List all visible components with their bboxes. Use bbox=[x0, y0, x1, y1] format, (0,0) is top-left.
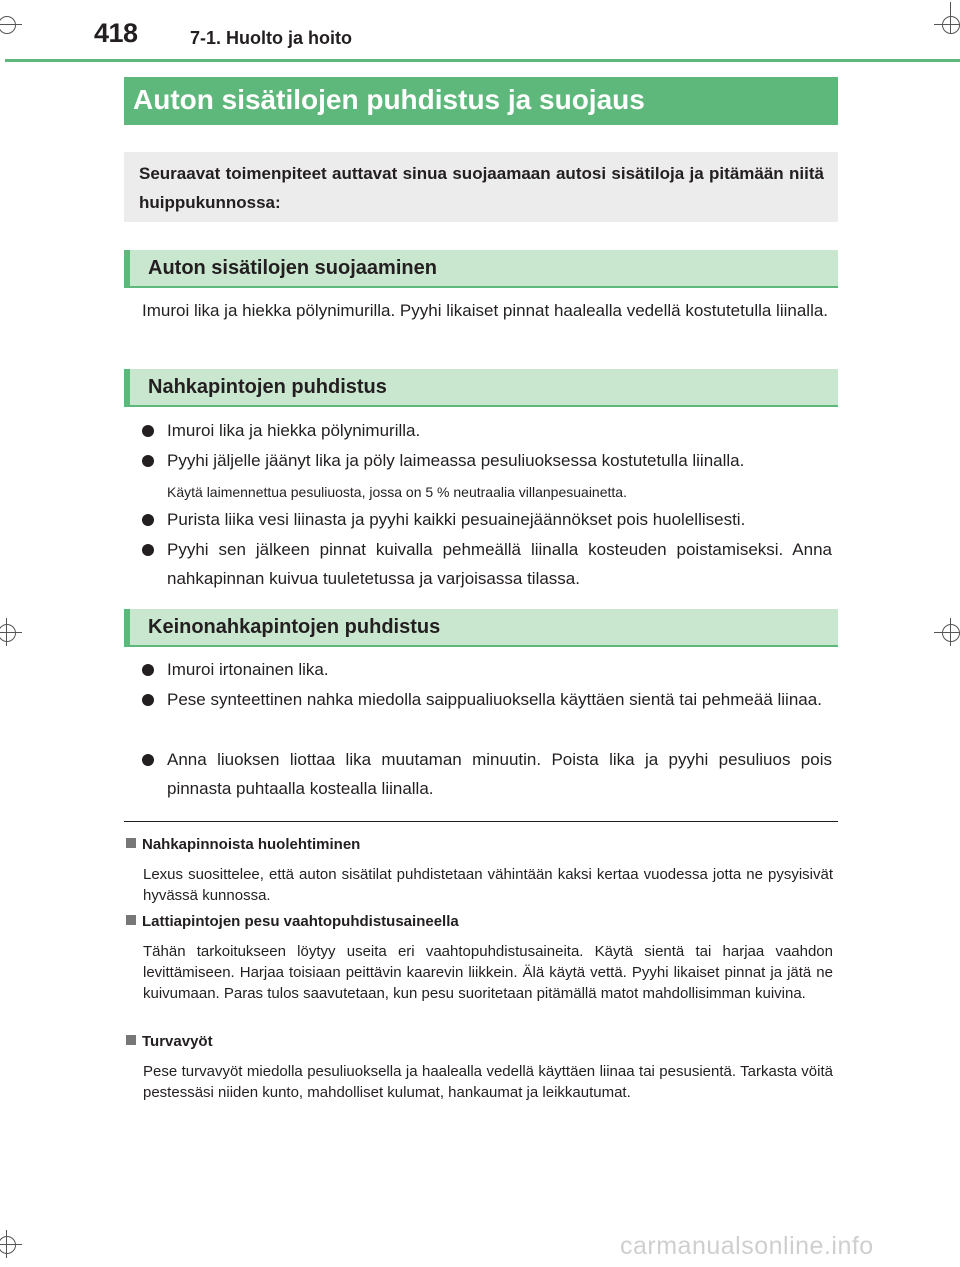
info-text-leather-care: Lexus suosittelee, että auton sisätilat puhdistetaan vähintään kaksi kertaa vuodessa jotta ne pysyisivät hyvässä kunnossa. bbox=[143, 866, 833, 904]
list-item bbox=[142, 446, 832, 475]
list-item bbox=[142, 416, 832, 445]
bullet-text: Purista liika vesi liinasta ja pyyhi kaikki pesuainejäännökset pois huolellisesti. bbox=[167, 510, 746, 529]
bullet-text: Pyyhi jäljelle jäänyt lika ja pöly laimeassa pesuliuoksessa kostutetulla liinalla. bbox=[167, 451, 745, 470]
divider bbox=[124, 821, 838, 822]
bullet-icon bbox=[142, 425, 154, 437]
bullet-text: Pese synteettinen nahka miedolla saippualiuoksella käyttäen sientä tai pehmeää liinaa. bbox=[167, 690, 822, 709]
bullet-icon bbox=[142, 544, 154, 556]
section-heading-synthetic-leather: Keinonahkapintojen puhdistus bbox=[124, 609, 838, 647]
watermark: carmanualsonline.info bbox=[620, 1232, 874, 1260]
list-item bbox=[142, 655, 832, 684]
bullet-text: Anna liuoksen liottaa lika muutaman minuutin. Poista lika ja pyyhi pesuliuos pois pinnasta puhtaalla kostealla liinalla. bbox=[167, 750, 832, 798]
bullet-text: Pyyhi sen jälkeen pinnat kuivalla pehmeällä liinalla kosteuden poistamiseksi. Anna nahkapinnan kuivua tuuletetussa ja varjoisassa tilassa. bbox=[167, 540, 832, 588]
info-heading-text: Nahkapinnoista huolehtiminen bbox=[142, 836, 361, 853]
square-bullet-icon bbox=[126, 1035, 136, 1045]
leather-note: Käytä laimennettua pesuliuosta, jossa on 5 % neutraalia villanpesuainetta. bbox=[167, 484, 627, 500]
bullet-icon bbox=[142, 455, 154, 467]
section-heading-leather: Nahkapintojen puhdistus bbox=[124, 369, 838, 407]
bullet-text: Imuroi irtonainen lika. bbox=[167, 660, 329, 679]
square-bullet-icon bbox=[126, 838, 136, 848]
page-number: 418 bbox=[94, 18, 138, 48]
info-heading-text: Lattiapintojen pesu vaahtopuhdistusaineella bbox=[142, 913, 459, 930]
info-heading-seatbelts bbox=[126, 1033, 213, 1050]
list-item bbox=[142, 745, 832, 803]
list-item bbox=[142, 685, 832, 714]
bullet-icon bbox=[142, 754, 154, 766]
bullet-icon bbox=[142, 514, 154, 526]
list-item bbox=[142, 505, 832, 534]
intro-box: Seuraavat toimenpiteet auttavat sinua suojaamaan autosi sisätiloja ja pitämään niitä huippukunnossa: bbox=[124, 152, 838, 222]
info-heading-floor-foam bbox=[126, 913, 459, 930]
page-header bbox=[0, 0, 960, 62]
bullet-icon bbox=[142, 694, 154, 706]
header-rule bbox=[5, 59, 960, 62]
section-heading-protection: Auton sisätilojen suojaaminen bbox=[124, 250, 838, 288]
bullet-icon bbox=[142, 664, 154, 676]
info-heading-leather-care bbox=[126, 836, 360, 853]
main-title: Auton sisätilojen puhdistus ja suojaus bbox=[124, 77, 838, 125]
info-text-seatbelts: Pese turvavyöt miedolla pesuliuoksella ja haalealla vedellä käyttäen liinaa tai pesusientä. Tarkasta vöitä pestessäsi niiden kunto, mahdolliset kulumat, hankaumat ja leikkautumat. bbox=[143, 1063, 833, 1101]
chapter-title: 7-1. Huolto ja hoito bbox=[190, 28, 352, 48]
info-heading-text: Turvavyöt bbox=[142, 1033, 213, 1050]
square-bullet-icon bbox=[126, 915, 136, 925]
list-item bbox=[142, 535, 832, 593]
section-text-protection: Imuroi lika ja hiekka pölynimurilla. Pyyhi likaiset pinnat haalealla vedellä kostutetulla liinalla. bbox=[142, 301, 829, 320]
info-text-floor-foam: Tähän tarkoitukseen löytyy useita eri vaahtopuhdistusaineita. Käytä sientä tai harjaa vaahdon levittämiseen. Harjaa toisiaan peittävin kaarevin liikkein. Älä käytä vettä. Pyyhi likaiset pinnat ja jätä ne kuivumaan. Paras tulos saavutetaan, kun pesu suoritetaan pitämällä matot mahdollisimman kuivina. bbox=[143, 943, 833, 1002]
bullet-text: Imuroi lika ja hiekka pölynimurilla. bbox=[167, 421, 421, 440]
